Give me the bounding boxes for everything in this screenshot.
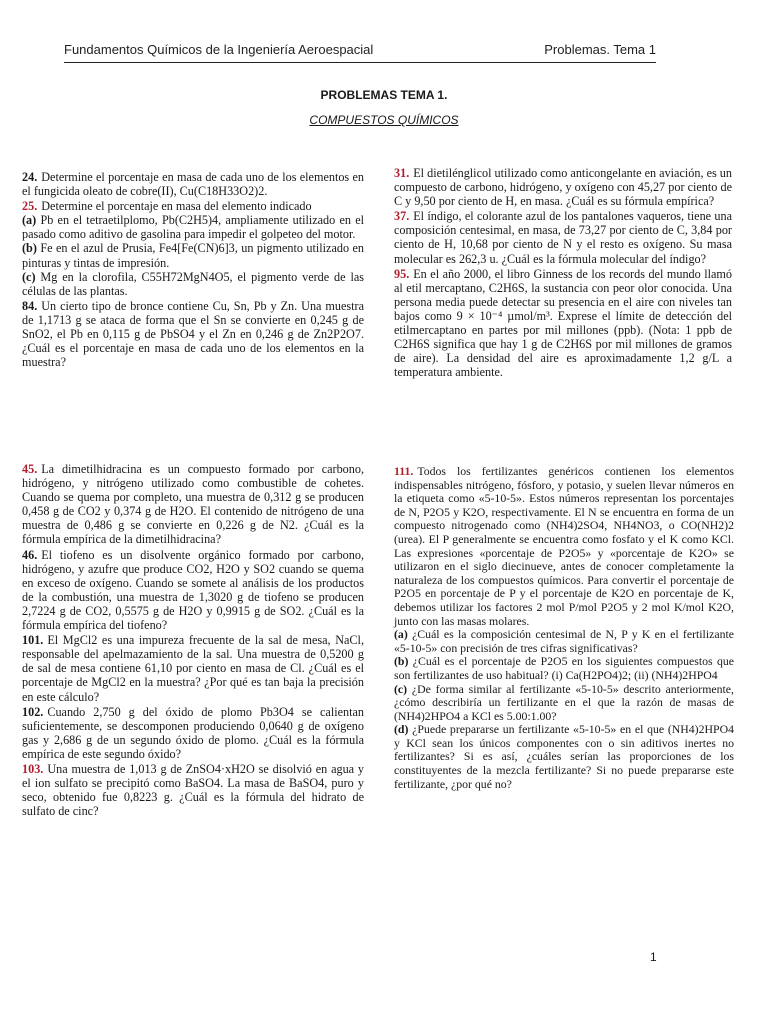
subitem-label: (c) [394,681,408,696]
problem-text: Determine el porcentaje en masa del elemento indicado [41,199,312,214]
subitem-label: (c) [22,269,36,284]
problem-number: 84. [22,298,38,313]
problem-31 [394,166,732,208]
problem-text: La dimetilhidracina es un compuesto formado por carbono, hidrógeno, y nitrógeno utilizado como combustible de cohetes. Cuando se quema por completo, una muestra de 0,312 g se producen 0,458 g de CO2 y 0,374 g de H2O. El contenido de nitrógeno de una muestra de 0,486 g se convierte en 0,226 g de N2. ¿Cuál es la fórmula empírica de la dimetilhidracina? [22,462,364,547]
problem-46 [22,548,364,633]
subitem-label: (a) [394,627,408,642]
problem-102 [22,705,364,761]
problem-111 [394,465,734,791]
problem-103 [22,762,364,818]
subitem-label: (b) [22,241,37,256]
subitem-text: ¿Cuál es el porcentaje de P2O5 en los siguientes compuestos que son fertilizantes de uso habitual? (i) Ca(H2PO4)2; (ii) (NH4)2HPO4 [394,654,734,682]
problem-text: El tiofeno es un disolvente orgánico formado por carbono, hidrógeno, y azufre que produce CO2, H2O y SO2 cuando se quema en exceso de oxígeno. Cuando se somete al análisis de los productos de la combustión, una muestra de 1,3020 g de tiofeno se producen 2,7224 g de CO2, 0,5575 g de H2O y 0,9915 g de SO2. ¿Cuál es la fórmula empírica del tiofeno? [22,547,364,633]
header-course-title: Fundamentos Químicos de la Ingeniería Aeroespacial [64,42,374,57]
problem-text: El dietilénglicol utilizado como anticongelante en aviación, es un compuesto de carbono, hidrógeno, y oxígeno con 45,27 por ciento de C y 9,50 por ciento de H, en masa. ¿Cuál es su fórmula empírica? [394,166,732,209]
problem-37 [394,209,732,265]
column-top-left [22,170,364,370]
page-subtitle: COMPUESTOS QUÍMICOS [309,113,459,127]
subitem-text: Fe en el azul de Prusia, Fe4[Fe(CN)6]3, un pigmento utilizado en pinturas y tintas de impresión. [22,241,365,270]
problem-number: 103. [22,761,44,776]
problem-number: 25. [22,199,38,214]
subitem-label: (d) [394,722,409,737]
problem-101 [22,633,364,703]
problem-number: 37. [394,209,410,224]
problem-number: 31. [394,166,410,180]
problem-number: 95. [394,266,410,281]
problem-number: 46. [22,547,38,562]
page-title: PROBLEMAS TEMA 1. [320,88,448,102]
header-rule [64,62,656,63]
problem-text: Un cierto tipo de bronce contiene Cu, Sn, Pb y Zn. Una muestra de 1,1713 g se ataca de forma que el Sn se convierte en 0,245 g de SnO2, el Pb en 0,115 g de PbSO4 y el Zn en 0,246 g de Zn2P2O7. ¿Cuál es el porcentaje en masa de cada uno de los elementos en la muestra? [22,298,364,370]
problem-text: El índigo, el colorante azul de los pantalones vaqueros, tiene una composición centesimal, en masa, de 73,27 por ciento de C, 3,84 por ciento de H, 10,68 por ciento de N y el resto es oxígeno. Su masa molecular es 262,3 u. ¿Cuál es la fórmula molecular del índigo? [394,209,732,266]
page-number: 1 [650,950,657,964]
problem-text: Una muestra de 1,013 g de ZnSO4·xH2O se disolvió en agua y el ion sulfato se precipitó como BaSO4. La masa de BaSO4, puro y seco, obtenido fue 0,8223 g. ¿Cuál es la fórmula del hidrato de sulfato de cinc? [22,761,364,819]
subitem-text: ¿Cuál es la composición centesimal de N, P y K en el fertilizante «5-10-5» con precisión de tres cifras significativas? [394,627,734,655]
problem-number: 24. [22,170,38,184]
subitem-text: ¿Puede prepararse un fertilizante «5-10-5» en el que (NH4)2HPO4 y KCl sean los únicos componentes con o sin aditivos inertes no fertilizantes? Si es así, ¿cuáles serían las proporciones de los constituyentes de la mezcla fertilizante? Si no puede prepararse este fertilizante, ¿por qué no? [394,722,735,791]
problem-number: 102. [22,704,44,719]
subitem-text: Pb en el tetraetilplomo, Pb(C2H5)4, ampliamente utilizado en el pasado como aditivo de gasolina para impedir el golpeteo del motor. [22,213,365,242]
subitem-text: Mg en la clorofila, C55H72MgN4O5, el pigmento verde de las células de las plantas. [22,269,364,298]
problem-84 [22,299,364,369]
column-top-right [394,166,732,380]
problem-95 [394,267,732,380]
problem-24 [22,170,364,198]
column-bottom-right [394,465,734,792]
problem-45 [22,462,364,547]
page-header [64,42,656,62]
subitem-label: (a) [22,213,37,228]
problem-25 [22,199,364,298]
column-bottom-left [22,462,364,819]
problem-text: Determine el porcentaje en masa de cada uno de los elementos en el fungicida oleato de cobre(II), Cu(C18H33O2)2. [22,170,364,199]
subitem-text: ¿De forma similar al fertilizante «5-10-5» descrito anteriormente, ¿cómo describiría un fertilizante en el que la razón de masas de (NH4)2HPO4 a KCl es 5.00:1.00? [394,681,734,723]
problem-number: 45. [22,462,38,476]
problem-text: Todos los fertilizantes genéricos contienen los elementos indispensables nitrógeno, fósforo, y potasio, y suelen llevar números en la etiqueta como «5-10-5». Estos números representan los porcentajes de N, P2O5 y K2O, respectivamente. El N se encuentra en forma de un compuesto nitrogenado como (NH4)2SO4, NH4NO3, o CO(NH2)2 (urea). El P generalmente se encuentra como fosfato y el K como KCl. Las expresiones «porcentaje de P2O5» y «porcentaje de K2O» se utilizaron en el siglo diecinueve, antes de conocer completamente la naturaleza de los compuestos químicos. Para convertir el porcentaje de P2O5 en porcentaje de P y el porcentaje de K2O en porcentaje de K, debemos utilizar los factores 2 mol P/mol P2O5 y 2 mol K/mol K2O, junto con las masas molares. [394,464,734,628]
header-section-title: Problemas. Tema 1 [544,42,656,57]
problem-text: Cuando 2,750 g del óxido de plomo Pb3O4 se calientan suficientemente, se descomponen produciendo 0,0640 g de oxígeno gas y 2,686 g de un segundo óxido de plomo. ¿Cuál es la fórmula empírica de este segundo óxido? [22,704,364,761]
problem-text: En el año 2000, el libro Ginness de los records del mundo llamó al etil mercaptano, C2H6S, la sustancia con peor olor conocida. Una persona media puede detectar su presencia en el aire con niveles tan bajos como 9 × 10⁻⁴ µmol/m³. Exprese el límite de detección del etilmercaptano en partes por mil millones (ppb). (Nota: 1 ppb de C2H6S significa que hay 1 g de C2H6S por mil millones de gramos de aire). La densidad del aire es aproximadamente 1,2 g/L a temperatura ambiente. [394,266,732,380]
subitem-label: (b) [394,654,409,669]
problem-number: 111. [394,464,414,478]
problem-text: El MgCl2 es una impureza frecuente de la sal de mesa, NaCl, responsable del apelmazamiento de la sal. Una muestra de 0,5200 g de sal de mesa contiene 61,10 por ciento en masa de Cl. ¿Cuál es el porcentaje de MgCl2 en la muestra? ¿Por qué es tan baja la precisión en este cálculo? [22,633,364,704]
problem-number: 101. [22,633,44,648]
